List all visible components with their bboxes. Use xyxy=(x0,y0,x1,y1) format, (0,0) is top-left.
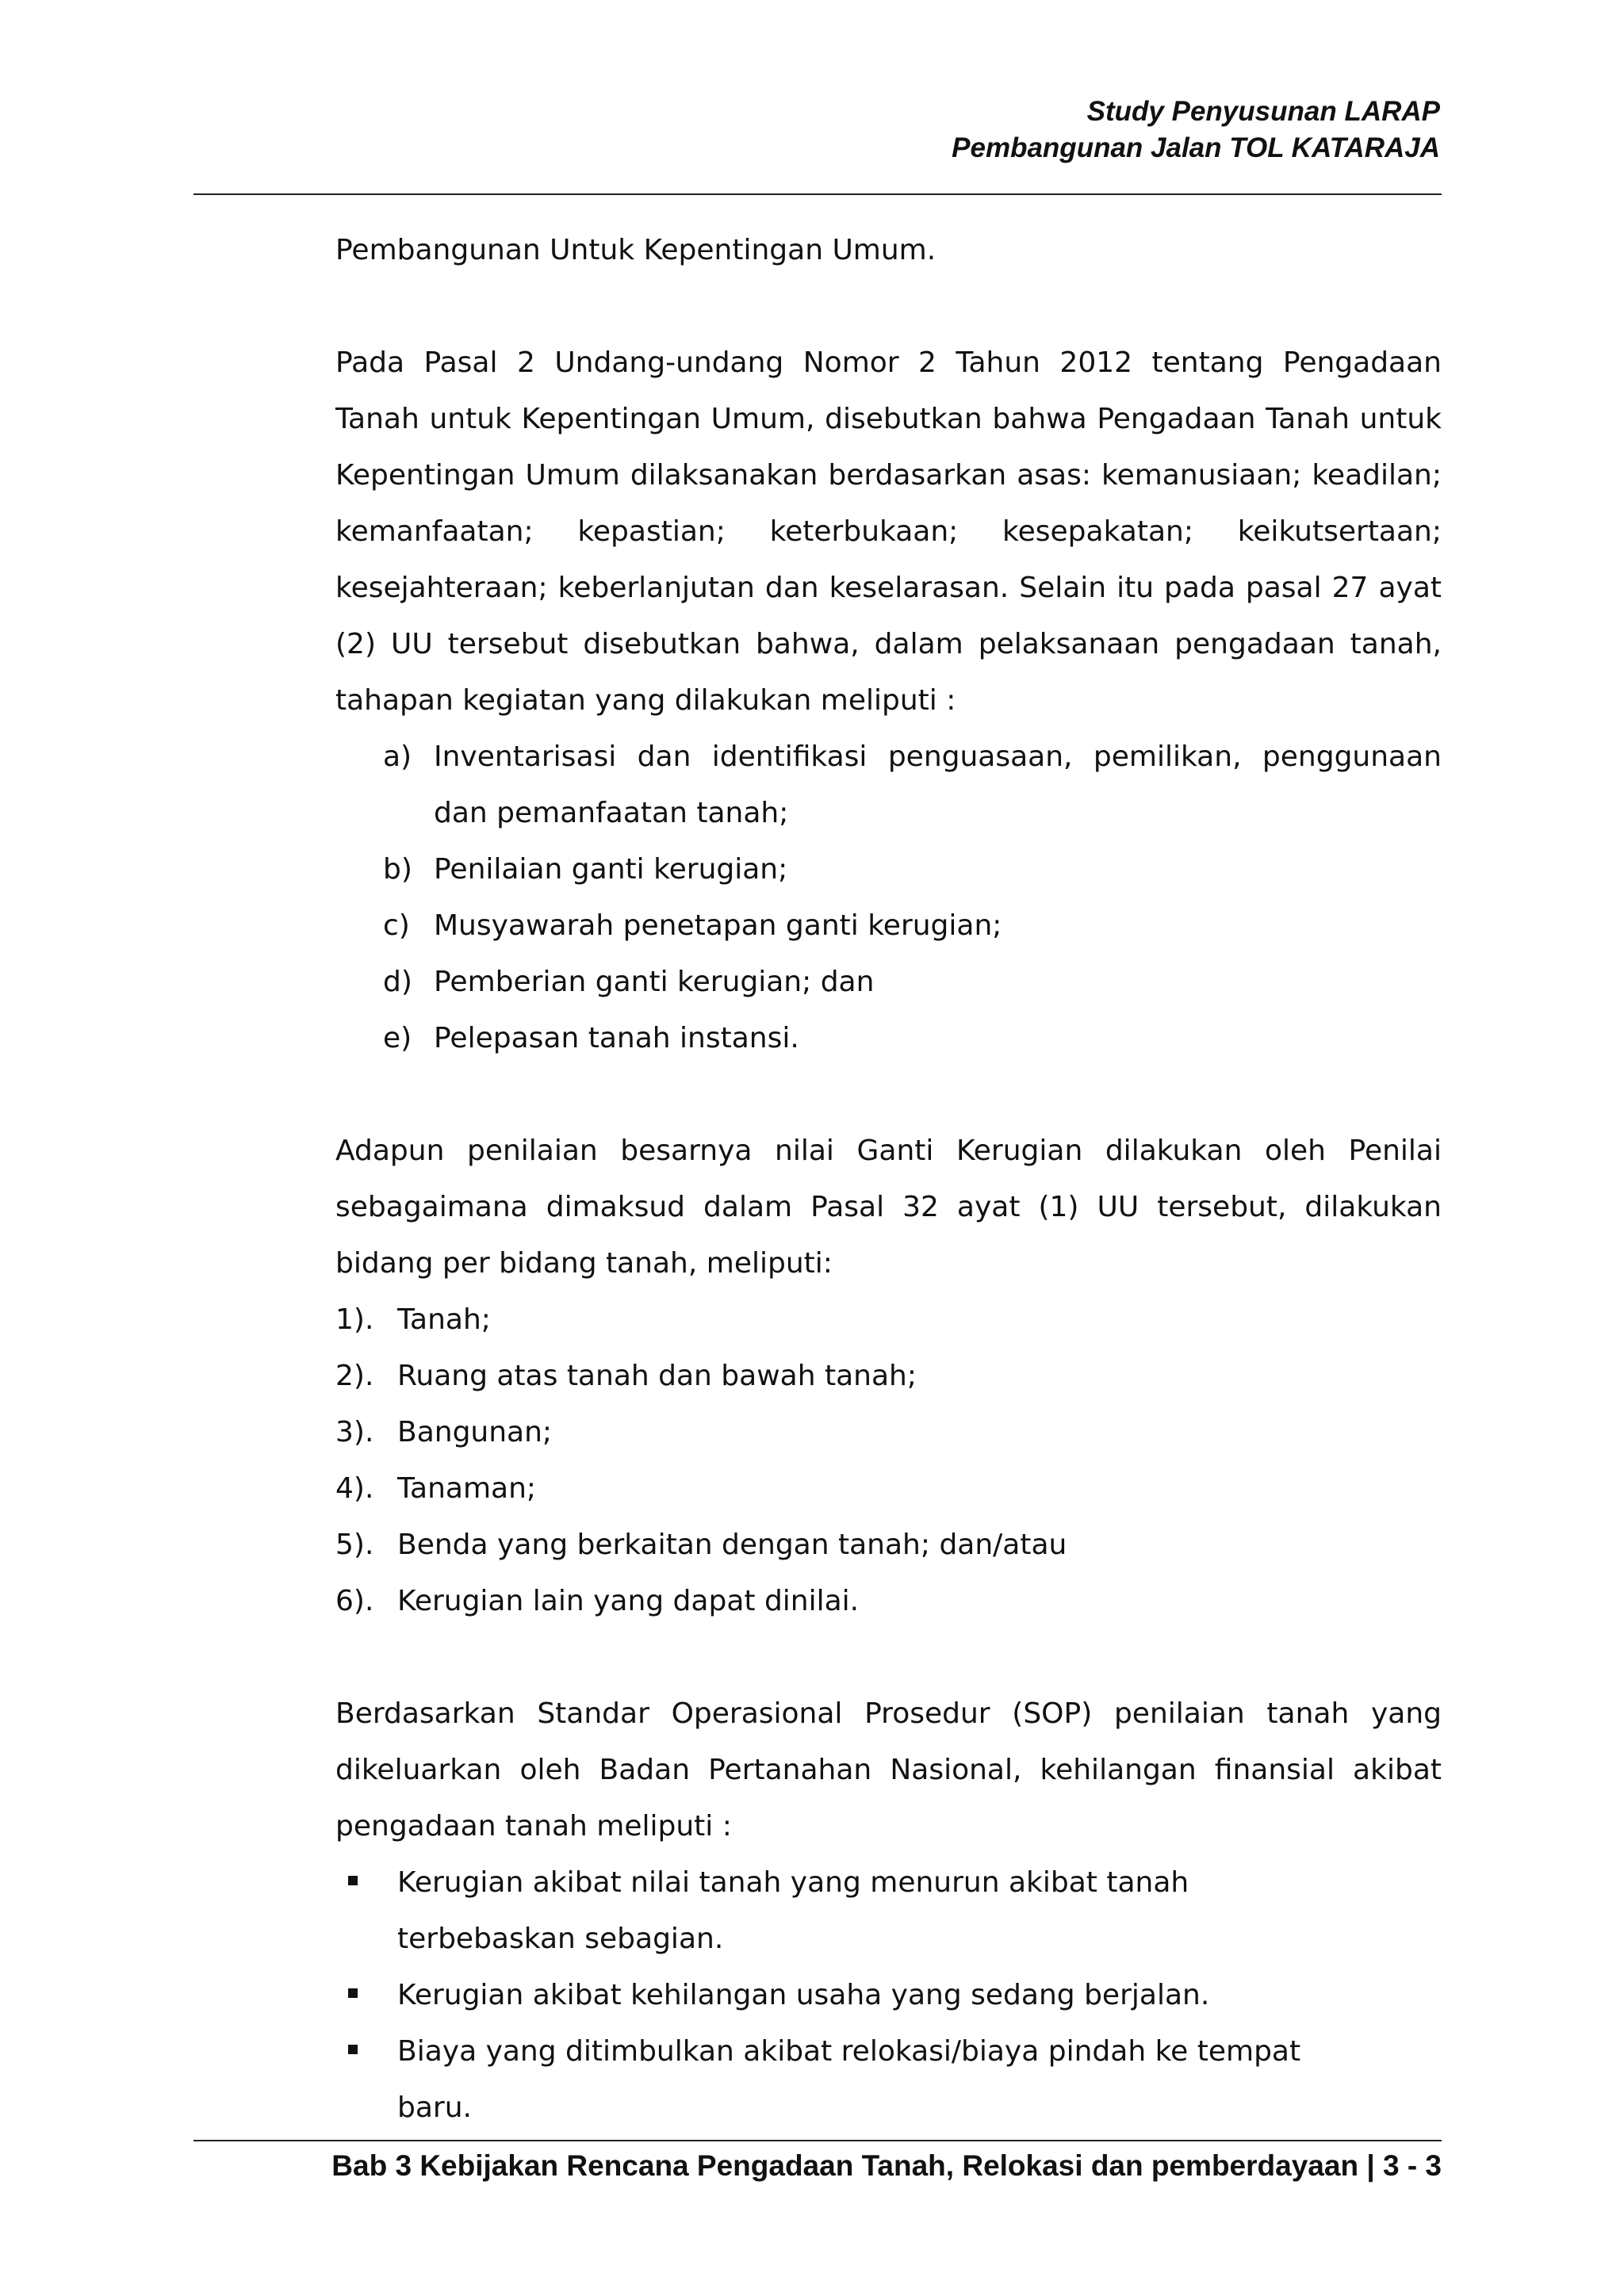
square-bullet-icon xyxy=(348,1988,358,1998)
list-item-text: Inventarisasi dan identifikasi penguasaan, pemilikan, penggunaan dan pemanfaatan tanah; xyxy=(434,740,1442,829)
list-item xyxy=(335,954,1442,1010)
header-divider xyxy=(193,193,1442,195)
objek-penilaian-list xyxy=(335,1292,1442,1629)
list-item xyxy=(335,1010,1442,1066)
list-marker: 1). xyxy=(335,1303,374,1336)
kehilangan-finansial-list xyxy=(335,1854,1442,2136)
paragraph-gap xyxy=(335,1629,1442,1686)
document-body xyxy=(335,222,1442,2136)
list-marker: d) xyxy=(383,966,412,998)
footer-divider xyxy=(193,2140,1442,2141)
list-marker: 3). xyxy=(335,1416,374,1448)
list-item-text: Pelepasan tanah instansi. xyxy=(434,1022,799,1054)
list-item-text: Kerugian akibat nilai tanah yang menurun akibat tanah terbebaskan sebagian. xyxy=(397,1866,1189,1955)
list-item xyxy=(335,1517,1442,1573)
tahapan-kegiatan-list xyxy=(335,729,1442,1066)
list-marker: 4). xyxy=(335,1472,374,1505)
list-item-text: Kerugian akibat kehilangan usaha yang sedang berjalan. xyxy=(397,1979,1210,2011)
list-item xyxy=(335,2023,1442,2136)
list-item xyxy=(335,897,1442,954)
header-study-title: Study Penyusunan LARAP xyxy=(1086,96,1440,127)
list-item-text: Pemberian ganti kerugian; dan xyxy=(434,966,875,998)
list-item-text: Tanaman; xyxy=(397,1472,537,1505)
list-item xyxy=(335,1573,1442,1629)
list-item-text: Musyawarah penetapan ganti kerugian; xyxy=(434,909,1002,942)
list-item xyxy=(335,1348,1442,1404)
list-marker: c) xyxy=(383,909,410,942)
square-bullet-icon xyxy=(348,2045,358,2054)
list-marker: 6). xyxy=(335,1585,374,1617)
paragraph-pasal-2: Pada Pasal 2 Undang-undang Nomor 2 Tahun 2012 tentang Pengadaan Tanah untuk Kepentingan Umum, disebutkan bahwa Pengadaan Tanah untuk Kepentingan Umum dilaksanakan berdasarkan asas: kemanusiaan; keadilan; kemanfaatan; kepastian; keterbukaan; kesepakatan; keikutsertaan; kesejahteraan; keberlanjutan dan keselarasan. Selain itu pada pasal 27 ayat (2) UU tersebut disebutkan bahwa, dalam pelaksanaan pengadaan tanah, tahapan kegiatan yang dilakukan meliputi : xyxy=(335,346,1442,717)
paragraph-gap xyxy=(335,1066,1442,1123)
list-item xyxy=(335,1404,1442,1460)
list-item xyxy=(335,1460,1442,1517)
list-item-text: Kerugian lain yang dapat dinilai. xyxy=(397,1585,860,1617)
list-item-text: Benda yang berkaitan dengan tanah; dan/atau xyxy=(397,1529,1067,1561)
list-marker: 2). xyxy=(335,1360,374,1392)
list-item-text: Tanah; xyxy=(397,1303,491,1336)
list-marker: 5). xyxy=(335,1529,374,1561)
page-footer: Bab 3 Kebijakan Rencana Pengadaan Tanah, Relokasi dan pemberdayaan | 3 - 3 xyxy=(331,2149,1442,2182)
square-bullet-icon xyxy=(348,1876,358,1885)
paragraph-penilaian: Adapun penilaian besarnya nilai Ganti Kerugian dilakukan oleh Penilai sebagaimana dimaksud dalam Pasal 32 ayat (1) UU tersebut, dilakukan bidang per bidang tanah, meliputi: xyxy=(335,1135,1442,1280)
list-item xyxy=(335,841,1442,897)
list-marker: b) xyxy=(383,853,412,886)
intro-line: Pembangunan Untuk Kepentingan Umum. xyxy=(335,234,936,266)
list-item-text: Ruang atas tanah dan bawah tanah; xyxy=(397,1360,917,1392)
list-item-text: Biaya yang ditimbulkan akibat relokasi/biaya pindah ke tempat baru. xyxy=(397,2035,1301,2124)
list-marker: e) xyxy=(383,1022,412,1054)
header-project-title: Pembangunan Jalan TOL KATARAJA xyxy=(952,132,1440,163)
list-item xyxy=(335,1967,1442,2023)
list-item xyxy=(335,1854,1442,1967)
paragraph-sop: Berdasarkan Standar Operasional Prosedur (SOP) penilaian tanah yang dikeluarkan oleh Badan Pertanahan Nasional, kehilangan finansial akibat pengadaan tanah meliputi : xyxy=(335,1697,1442,1843)
list-item xyxy=(335,729,1442,841)
list-item-text: Bangunan; xyxy=(397,1416,553,1448)
list-item-text: Penilaian ganti kerugian; xyxy=(434,853,788,886)
list-item xyxy=(335,1292,1442,1348)
page-header xyxy=(952,94,1440,166)
paragraph-gap xyxy=(335,278,1442,335)
list-marker: a) xyxy=(383,740,412,773)
